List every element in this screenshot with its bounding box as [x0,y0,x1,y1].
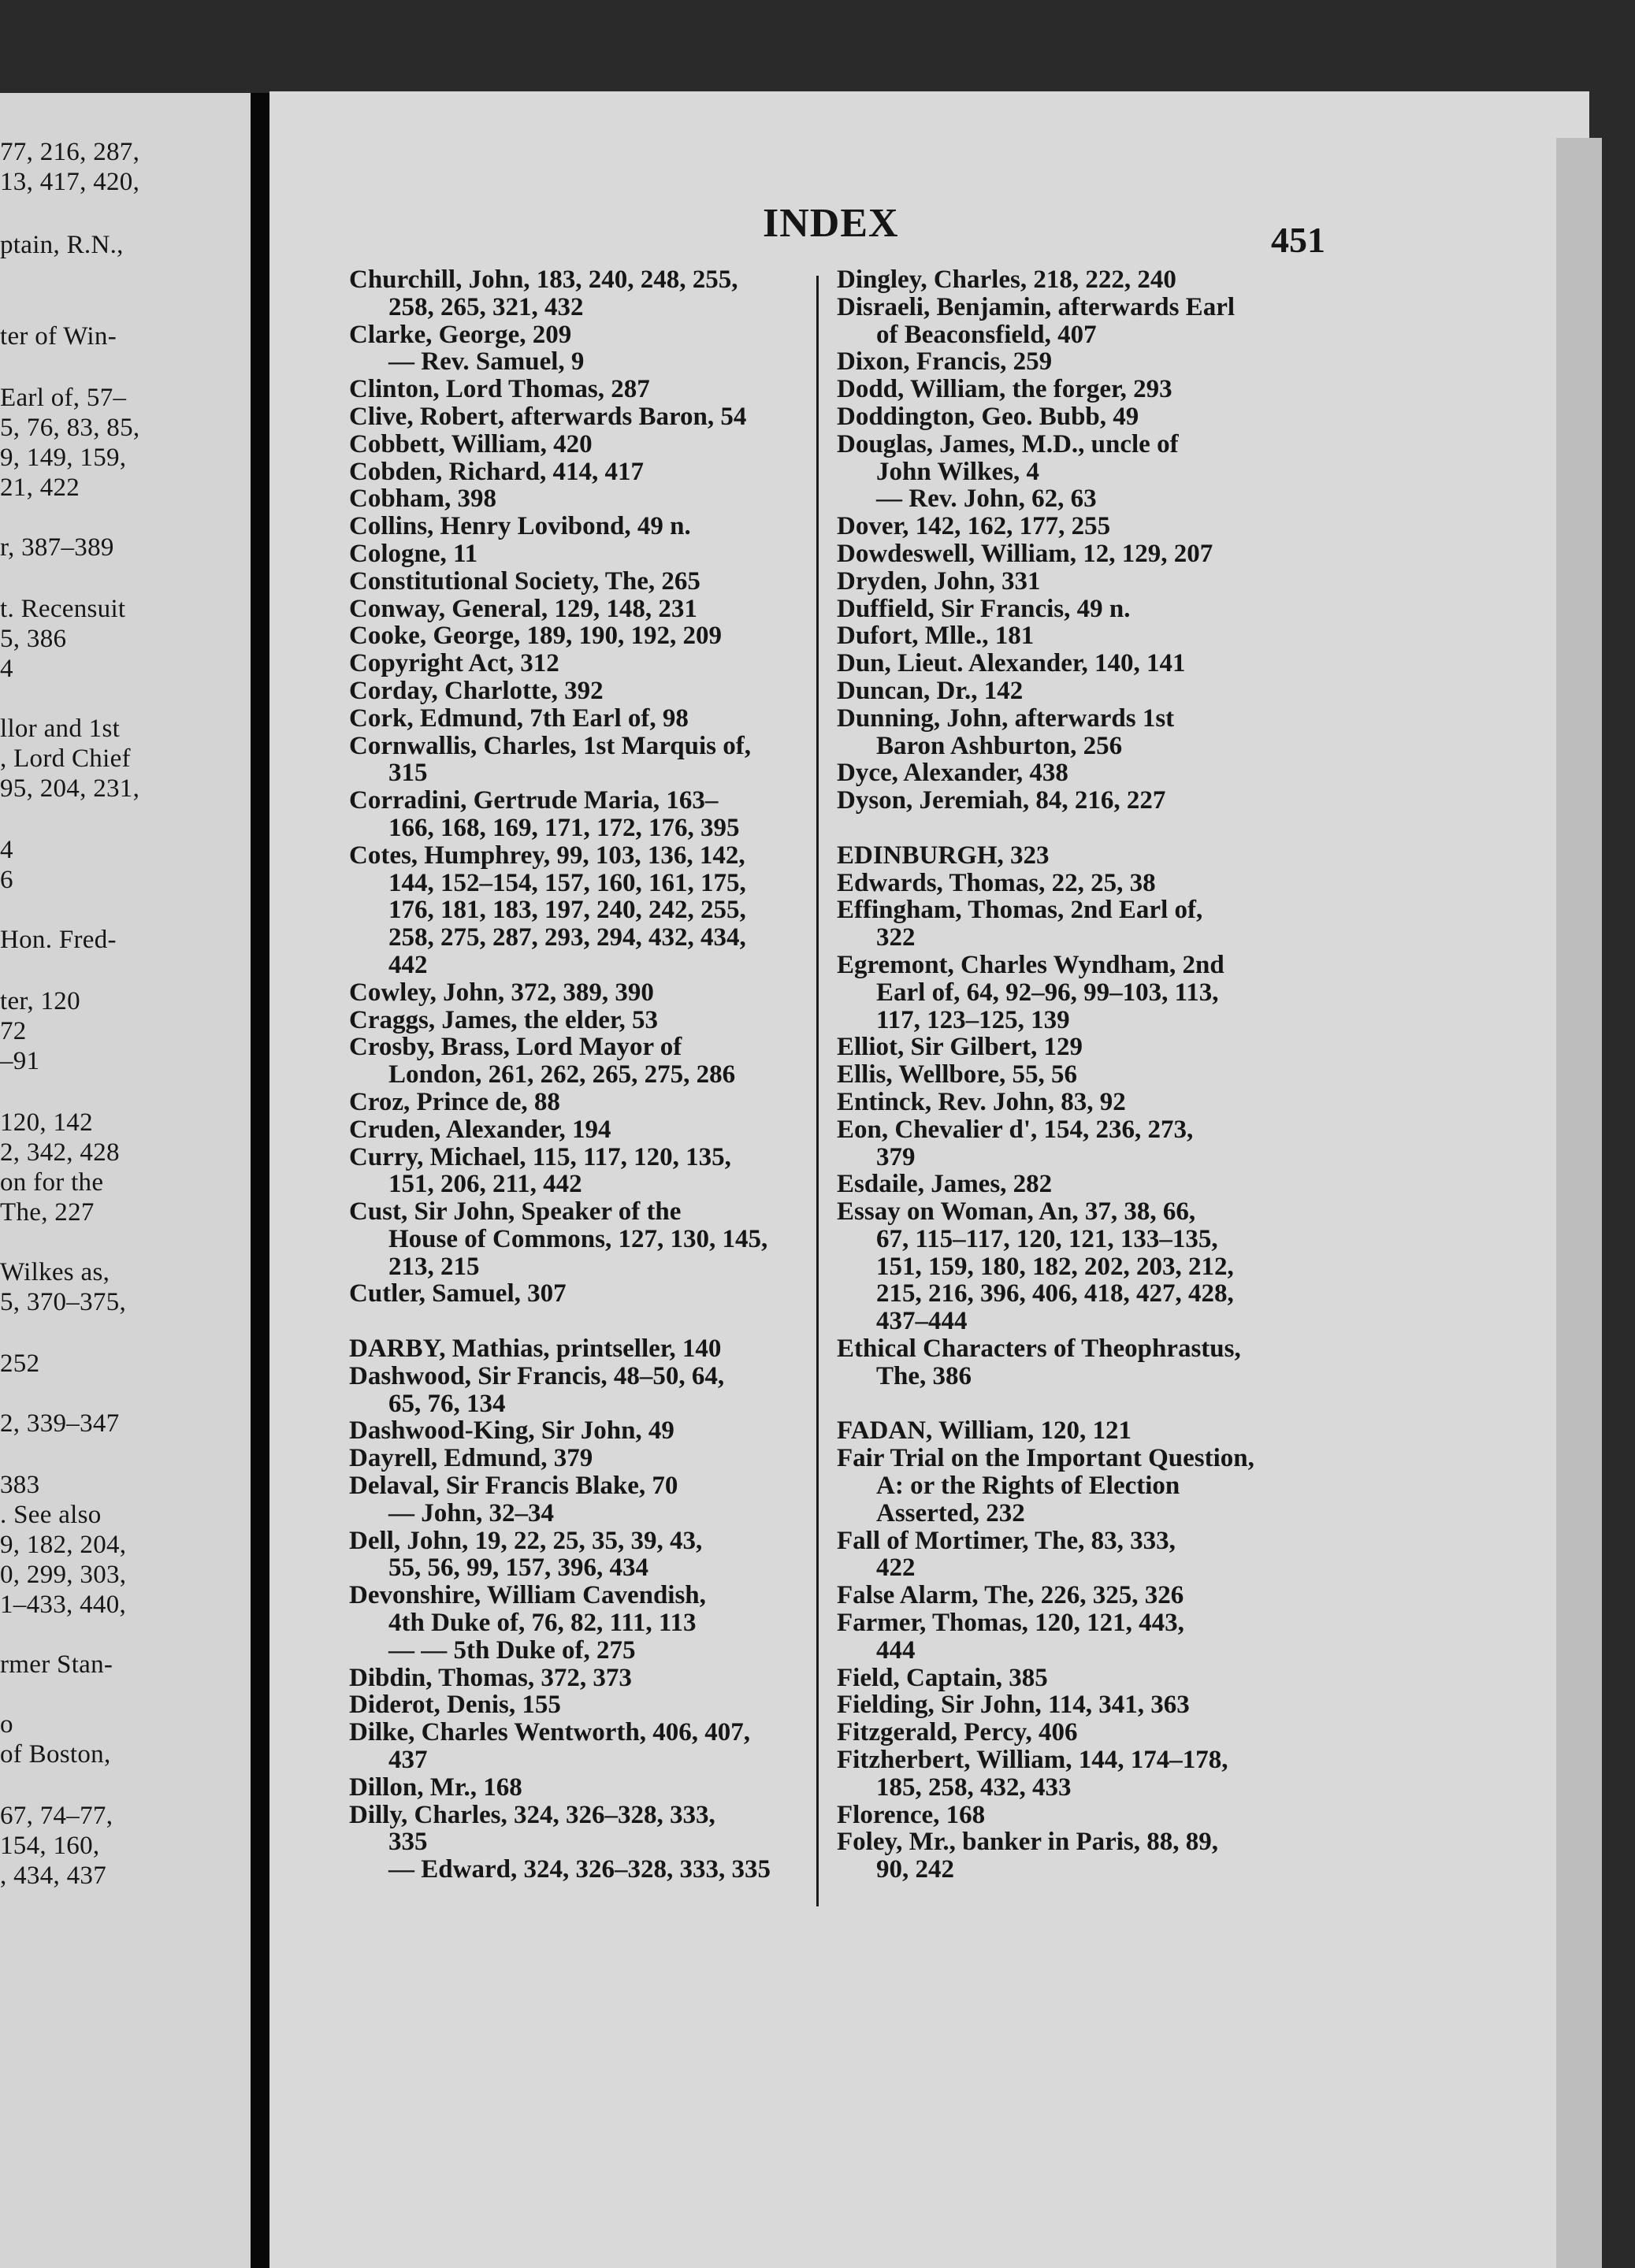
page-title: INDEX [763,201,899,246]
left-page-fragment: 0, 299, 303, [0,1561,127,1589]
index-entry: Cotes, Humphrey, 99, 103, 136, 142, [349,841,745,870]
index-entry-continuation: 437 [388,1746,428,1775]
index-entry: Cust, Sir John, Speaker of the [349,1197,682,1227]
index-entry: Copyright Act, 312 [349,649,559,678]
index-column-1 [349,266,834,1884]
index-column-2 [837,266,1321,1884]
index-entry: Clarke, George, 209 [349,320,572,349]
left-page-fragment: –91 [0,1047,40,1075]
index-entry: Florence, 168 [837,1800,986,1829]
index-entry: Curry, Michael, 115, 117, 120, 135, [349,1142,731,1171]
left-page-fragment: 77, 216, 287, [0,138,140,166]
index-entry: Douglas, James, M.D., uncle of [837,429,1179,458]
left-page-fragment: Earl of, 57– [0,384,127,412]
index-entry-continuation: 117, 123–125, 139 [876,1005,1070,1034]
left-page-fragment: 2, 342, 428 [0,1138,120,1167]
index-entry: Dun, Lieut. Alexander, 140, 141 [837,649,1186,678]
left-page-fragment: 13, 417, 420, [0,168,140,196]
left-page [0,93,251,2268]
index-entry: Conway, General, 129, 148, 231 [349,594,697,623]
index-entry: Cork, Edmund, 7th Earl of, 98 [349,703,689,733]
index-entry: Dowdeswell, William, 12, 129, 207 [837,539,1213,568]
index-entry-continuation: — Rev. Samuel, 9 [388,347,585,377]
left-page-fragment: t. Recensuit [0,595,126,623]
index-entry-continuation: 185, 258, 432, 433 [876,1772,1072,1802]
section-gap [837,815,1321,842]
index-entry: Devonshire, William Cavendish, [349,1581,706,1610]
index-entry-continuation: 65, 76, 134 [388,1389,506,1418]
index-entry: Esdaile, James, 282 [837,1170,1053,1199]
index-entry: Diderot, Denis, 155 [349,1691,561,1720]
index-entry-continuation: A: or the Rights of Election [876,1472,1180,1501]
index-entry: Dell, John, 19, 22, 25, 35, 39, 43, [349,1526,703,1555]
index-entry: Ethical Characters of Theophrastus, [837,1334,1241,1364]
index-entry: Duffield, Sir Francis, 49 n. [837,594,1131,623]
left-page-fragment: Hon. Fred- [0,926,117,954]
index-entry: Dufort, Mlle., 181 [837,622,1035,651]
left-page-fragment: 383 [0,1471,40,1499]
index-entry-continuation: 4th Duke of, 76, 82, 111, 113 [388,1609,697,1638]
index-entry: Dilke, Charles Wentworth, 406, 407, [349,1718,751,1747]
index-entry: Fitzgerald, Percy, 406 [837,1718,1078,1747]
left-page-fragment: , Lord Chief [0,744,131,773]
index-entry-continuation: 176, 181, 183, 197, 240, 242, 255, [388,896,746,925]
index-entry: Constitutional Society, The, 265 [349,566,700,596]
index-entry-continuation: 315 [388,759,428,788]
left-page-fragment: The, 227 [0,1198,95,1227]
index-entry-continuation: 151, 159, 180, 182, 202, 203, 212, [876,1252,1234,1281]
index-entry-continuation: — John, 32–34 [388,1498,554,1527]
index-entry: Clive, Robert, afterwards Baron, 54 [349,402,747,431]
left-page-fragment: 67, 74–77, [0,1802,113,1830]
left-page-fragment: 6 [0,866,13,894]
left-page-fragment: ter, 120 [0,987,80,1015]
index-entry-continuation: 422 [876,1553,916,1583]
index-entry-continuation: 335 [388,1828,428,1857]
index-entry-continuation: John Wilkes, 4 [876,457,1039,486]
index-entry: Cologne, 11 [349,539,478,568]
index-entry-continuation: Earl of, 64, 92–96, 99–103, 113, [876,978,1219,1007]
index-entry: Essay on Woman, An, 37, 38, 66, [837,1197,1196,1227]
left-page-fragment: llor and 1st [0,715,121,743]
page-edge [1556,138,1602,2268]
index-entry: Dashwood, Sir Francis, 48–50, 64, [349,1361,725,1390]
page-number: 451 [1271,220,1325,260]
index-entry: Eon, Chevalier d', 154, 236, 273, [837,1115,1194,1144]
left-page-fragment: 95, 204, 231, [0,774,140,803]
index-entry: Dingley, Charles, 218, 222, 240 [837,265,1176,294]
left-page-fragment: 72 [0,1017,27,1045]
index-entry-continuation: 258, 265, 321, 432 [388,292,584,321]
index-entry-continuation: London, 261, 262, 265, 275, 286 [388,1060,736,1089]
index-entry: Dixon, Francis, 259 [837,347,1053,377]
index-entry: Edwards, Thomas, 22, 25, 38 [837,868,1156,897]
index-entry-continuation: — — 5th Duke of, 275 [388,1635,636,1665]
index-entry: Elliot, Sir Gilbert, 129 [837,1033,1083,1062]
index-entry: Dunning, John, afterwards 1st [837,703,1175,733]
left-page-fragment: of Boston, [0,1740,111,1769]
left-page-fragment: 5, 370–375, [0,1288,127,1316]
index-entry: Corday, Charlotte, 392 [349,676,604,705]
index-entry: Collins, Henry Lovibond, 49 n. [349,512,691,541]
index-entry: Dilly, Charles, 324, 326–328, 333, [349,1800,715,1829]
index-entry: Cowley, John, 372, 389, 390 [349,978,654,1007]
left-page-fragment: 21, 422 [0,473,80,502]
index-entry: Dayrell, Edmund, 379 [349,1444,593,1473]
index-entry: Cruden, Alexander, 194 [349,1115,611,1144]
index-entry: Dodd, William, the forger, 293 [837,375,1172,404]
index-entry-continuation: 55, 56, 99, 157, 396, 434 [388,1553,648,1583]
index-entry-continuation: House of Commons, 127, 130, 145, [388,1224,768,1253]
index-entry: Ellis, Wellbore, 55, 56 [837,1060,1077,1089]
index-entry: Cutler, Samuel, 307 [349,1279,567,1308]
index-entry: Fall of Mortimer, The, 83, 333, [837,1526,1176,1555]
index-entry-continuation: 144, 152–154, 157, 160, 161, 175, [388,868,746,897]
left-page-fragment: ter of Win- [0,322,117,351]
index-entry: Doddington, Geo. Bubb, 49 [837,402,1139,431]
index-entry-continuation: 215, 216, 396, 406, 418, 427, 428, [876,1279,1234,1308]
index-entry: Croz, Prince de, 88 [349,1087,560,1116]
left-page-fragment: 252 [0,1349,40,1378]
index-entry: Crosby, Brass, Lord Mayor of [349,1033,682,1062]
left-page-fragment: 4 [0,836,13,864]
index-entry-continuation: Asserted, 232 [876,1498,1025,1527]
index-entry-continuation: 444 [876,1635,916,1665]
book-spine [251,93,269,2268]
index-entry-continuation: 151, 206, 211, 442 [388,1170,582,1199]
index-entry: Dashwood-King, Sir John, 49 [349,1416,674,1446]
index-entry: DARBY, Mathias, printseller, 140 [349,1334,722,1364]
index-entry-continuation: 442 [388,950,428,979]
index-entry: Fitzherbert, William, 144, 174–178, [837,1746,1228,1775]
index-entry: Delaval, Sir Francis Blake, 70 [349,1472,678,1501]
index-entry: Cooke, George, 189, 190, 192, 209 [349,622,722,651]
left-page-fragment: rmer Stan- [0,1650,113,1679]
index-entry-continuation: 322 [876,923,916,952]
index-entry: Duncan, Dr., 142 [837,676,1024,705]
index-entry: Fielding, Sir John, 114, 341, 363 [837,1691,1190,1720]
index-entry-continuation: — Edward, 324, 326–328, 333, 335 [388,1855,771,1884]
index-entry-continuation: The, 386 [876,1361,972,1390]
index-entry: Cobden, Richard, 414, 417 [349,457,645,486]
left-page-fragment: Wilkes as, [0,1258,110,1286]
index-entry: Fair Trial on the Important Question, [837,1444,1254,1473]
left-page-fragment: r, 387–389 [0,533,114,562]
left-page-fragment: 9, 182, 204, [0,1531,127,1559]
index-entry: Clinton, Lord Thomas, 287 [349,375,650,404]
index-entry: Corradini, Gertrude Maria, 163– [349,786,719,815]
left-page-fragment: on for the [0,1168,104,1197]
left-page-fragment: 154, 160, [0,1832,100,1860]
index-entry: Cornwallis, Charles, 1st Marquis of, [349,731,751,760]
index-entry-continuation: 213, 215 [388,1252,480,1281]
index-entry: Entinck, Rev. John, 83, 92 [837,1087,1126,1116]
index-entry: Dryden, John, 331 [837,566,1041,596]
index-entry: Churchill, John, 183, 240, 248, 255, [349,265,738,294]
index-entry: Foley, Mr., banker in Paris, 88, 89, [837,1828,1219,1857]
left-page-fragment: o [0,1710,13,1739]
left-page-fragment: 5, 386 [0,625,67,653]
index-entry-continuation: 379 [876,1142,916,1171]
index-entry-continuation: 90, 242 [876,1855,954,1884]
index-entry-continuation: 437–444 [876,1307,968,1336]
left-page-fragment: ptain, R.N., [0,231,124,259]
index-entry: Effingham, Thomas, 2nd Earl of, [837,896,1203,925]
index-entry-continuation: 67, 115–117, 120, 121, 133–135, [876,1224,1218,1253]
index-entry-continuation: — Rev. John, 62, 63 [876,484,1097,514]
left-page-fragment: , 434, 437 [0,1862,106,1890]
index-entry: Dover, 142, 162, 177, 255 [837,512,1111,541]
left-page-fragment: 2, 339–347 [0,1409,120,1438]
index-entry: EDINBURGH, 323 [837,841,1050,870]
index-entry-continuation: 166, 168, 169, 171, 172, 176, 395 [388,813,740,842]
index-entry: Cobbett, William, 420 [349,429,593,458]
index-entry: Dyce, Alexander, 438 [837,759,1068,788]
index-entry-continuation: Baron Ashburton, 256 [876,731,1123,760]
left-page-fragment: 4 [0,655,13,683]
index-entry: Dibdin, Thomas, 372, 373 [349,1663,632,1692]
index-entry: Disraeli, Benjamin, afterwards Earl [837,292,1236,321]
index-entry: Field, Captain, 385 [837,1663,1048,1692]
index-entry-continuation: 258, 275, 287, 293, 294, 432, 434, [388,923,746,952]
left-page-fragment: 9, 149, 159, [0,444,127,472]
section-gap [349,1308,834,1335]
index-entry: Farmer, Thomas, 120, 121, 443, [837,1609,1184,1638]
index-entry: Egremont, Charles Wyndham, 2nd [837,950,1224,979]
index-entry-continuation: of Beaconsfield, 407 [876,320,1097,349]
section-gap [837,1390,1321,1418]
column-divider [816,276,819,1906]
index-entry: Dillon, Mr., 168 [349,1772,522,1802]
left-page-fragment: . See also [0,1501,102,1529]
index-entry: FADAN, William, 120, 121 [837,1416,1132,1446]
index-entry: False Alarm, The, 226, 325, 326 [837,1581,1184,1610]
left-page-fragment: 5, 76, 83, 85, [0,414,140,442]
index-entry: Cobham, 398 [349,484,497,514]
index-entry: Dyson, Jeremiah, 84, 216, 227 [837,786,1166,815]
index-entry: Craggs, James, the elder, 53 [349,1005,658,1034]
left-page-fragment: 1–433, 440, [0,1591,127,1619]
left-page-fragment: 120, 142 [0,1108,93,1137]
